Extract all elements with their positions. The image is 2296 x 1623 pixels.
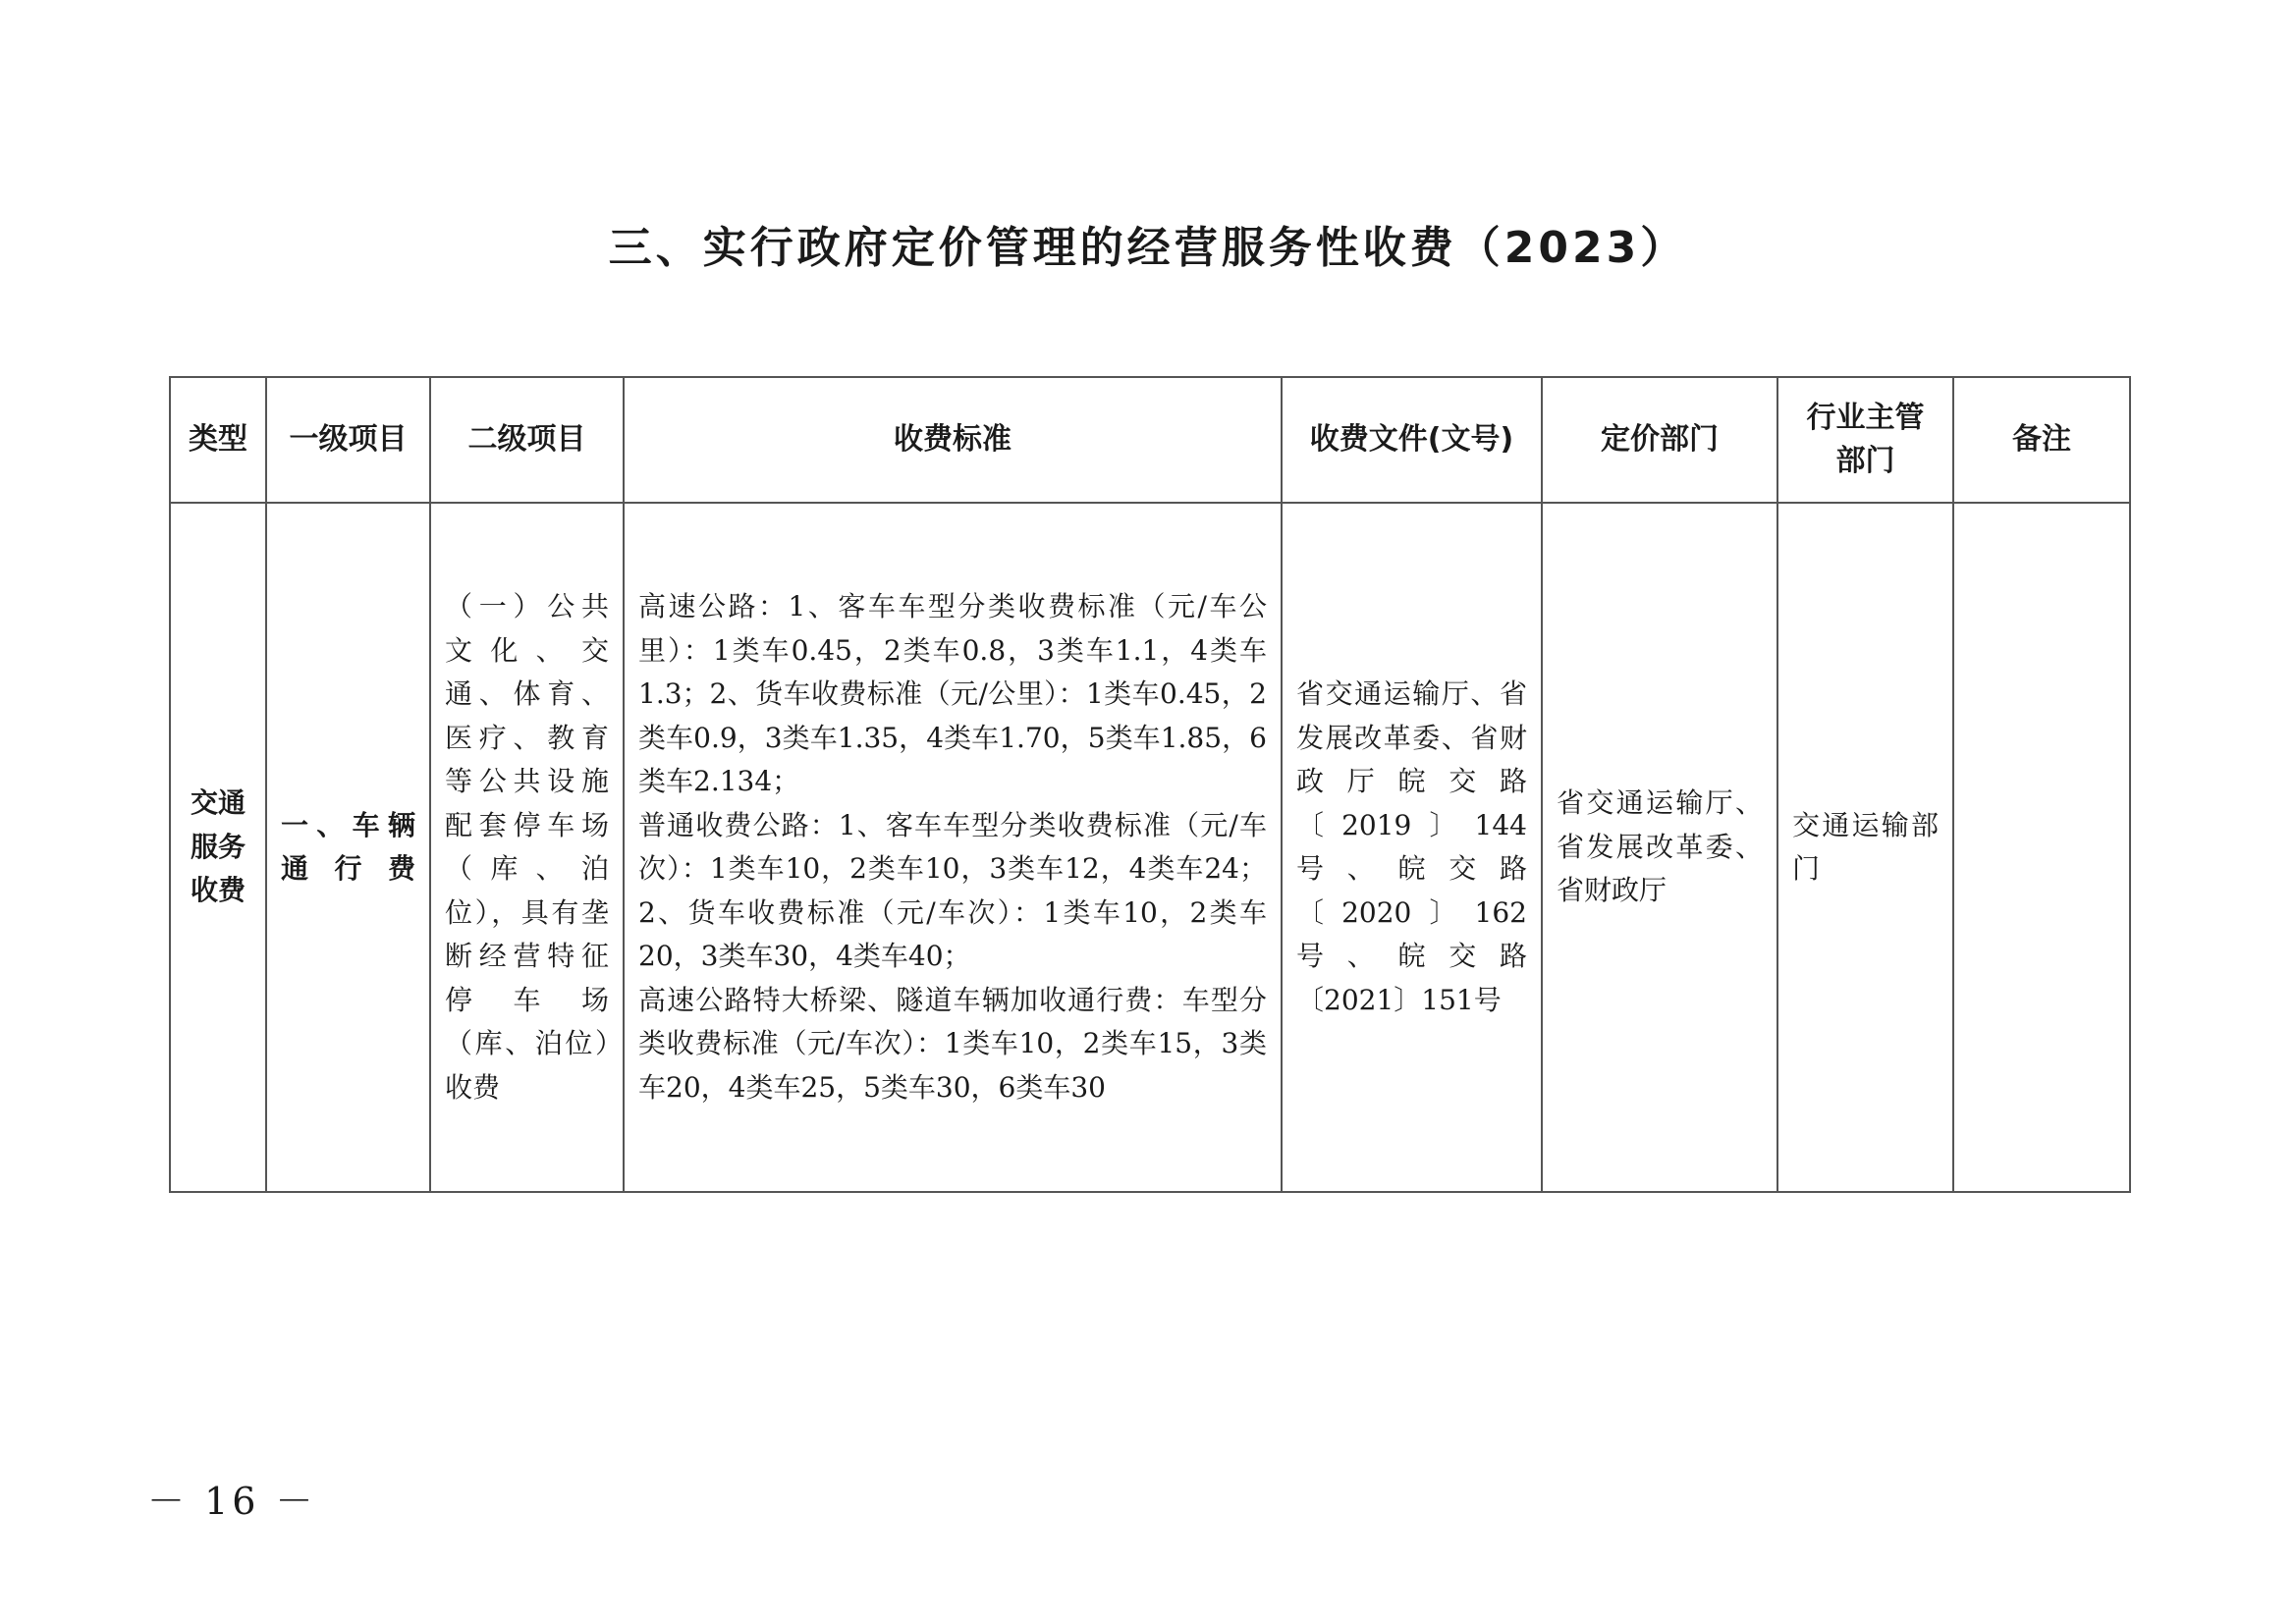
cell-standard — [624, 503, 1282, 1192]
cell-level2: （一）公共文化、交通、体育、医疗、教育等公共设施配套停车场（库、泊位），具有垄断经营特征停车场（库、泊位）收费 — [430, 503, 624, 1192]
table-header-row — [170, 377, 2130, 503]
header-pricing-dept: 定价部门 — [1542, 377, 1777, 503]
standard-expressway: 高速公路：1、客车车型分类收费标准（元/车公里）：1类车0.45，2类车0.8，3类车1.1，4类车1.3；2、货车收费标准（元/公里）：1类车0.45，2类车0.9，3类车1.35，4类车1.70，5类车1.85，6类车2.134； — [638, 590, 1267, 797]
cell-remarks — [1953, 503, 2130, 1192]
page-number: － 16 － — [147, 1480, 317, 1523]
cell-level1: 一、车辆通行费 — [266, 503, 430, 1192]
header-type: 类型 — [170, 377, 266, 503]
page-title: 三、实行政府定价管理的经营服务性收费（2023） — [608, 223, 1688, 273]
header-level1: 一级项目 — [266, 377, 430, 503]
header-level2: 二级项目 — [430, 377, 624, 503]
standard-bridge-tunnel: 高速公路特大桥梁、隧道车辆加收通行费：车型分类收费标准（元/车次）：1类车10，2类车15，3类车20，4类车25，5类车30，6类车30 — [638, 983, 1267, 1104]
header-supervisor: 行业主管部门 — [1777, 377, 1953, 503]
cell-pricing-dept: 省交通运输厅、省发展改革委、省财政厅 — [1542, 503, 1777, 1192]
cell-supervisor: 交通运输部门 — [1777, 503, 1953, 1192]
cell-document: 省交通运输厅、省发展改革委、省财政厅皖交路〔2019〕144号、皖交路〔2020〕162号、皖交路〔2021〕151号 — [1282, 503, 1542, 1192]
table-row — [170, 503, 2130, 1192]
cell-type: 交通服务收费 — [170, 503, 266, 1192]
standard-ordinary-road: 普通收费公路：1、客车车型分类收费标准（元/车次）：1类车10，2类车10，3类车12，4类车24；2、货车收费标准（元/车次）：1类车10，2类车20，3类车30，4类车40； — [638, 808, 1267, 972]
header-document: 收费文件(文号) — [1282, 377, 1542, 503]
fee-table — [169, 376, 2131, 1193]
header-remarks: 备注 — [1953, 377, 2130, 503]
header-standard: 收费标准 — [624, 377, 1282, 503]
